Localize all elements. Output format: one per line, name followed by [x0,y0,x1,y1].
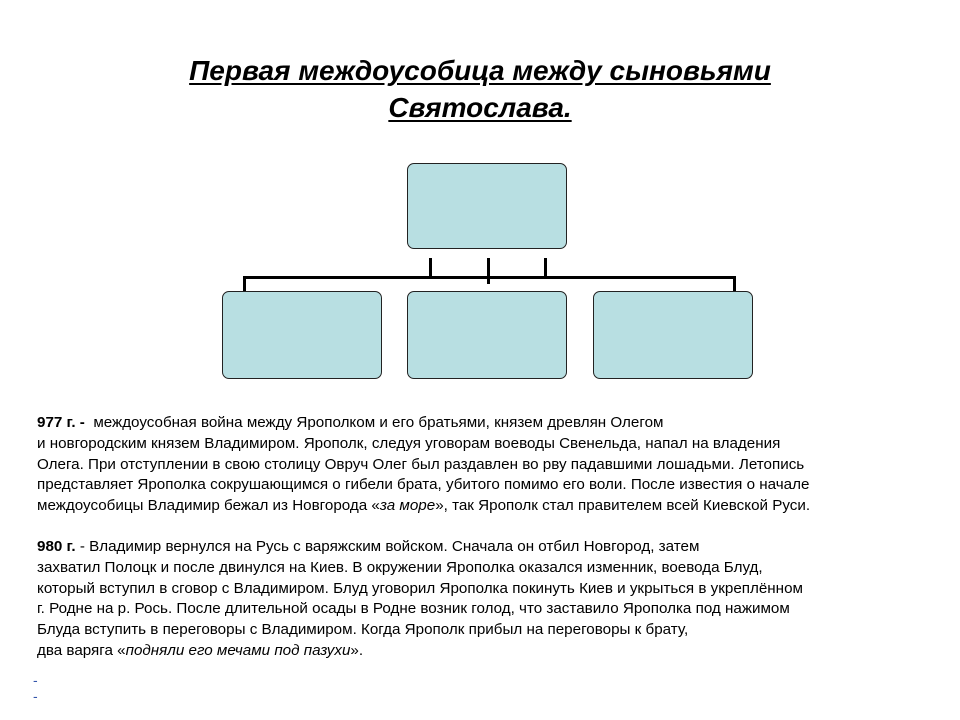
page-title [100,52,860,126]
p2-line-1: - Владимир вернулся на Русь с варяжским войском. Сначала он отбил Новгород, затем [75,538,700,555]
p1-line-4: представляет Ярополка сокрушающимся о гибели брата, убитого помимо его воли. После известия о начале [37,476,810,494]
year-977: 977 г. - [37,414,85,431]
quote-za-more: за море [379,497,436,515]
p1-line-5: междоусобицы Владимир бежал из Новгорода «за море», так Ярополк стал правителем всей Киевской Руси. [37,497,811,515]
p2-line-3: который вступил в сговор с Владимиром. Блуд уговорил Ярополка покинуть Киев и укрыться в укреплённом [37,579,803,597]
p1-line-3: Олега. При отступлении в свою столицу Овруч Олег был раздавлен во рву падавшими лошадьми. Летопись [37,455,805,473]
paragraph-977 [37,413,927,517]
connector-tick-1 [429,258,432,278]
title-line-2: Святослава. [388,92,572,123]
connector-right-drop [733,276,736,291]
bottom-box-center [407,291,567,379]
list-marker-1: - [33,672,38,688]
connector-tick-3 [544,258,547,278]
year-980: 980 г. [37,538,76,555]
bottom-box-left [222,291,382,379]
bottom-box-right [593,291,753,379]
connector-left-drop [243,276,246,291]
paragraph-980 [37,537,927,662]
p1-line-2: и новгородским князем Владимиром. Ярополк, следуя уговорам воеводы Свенельда, напал на владения [37,434,781,452]
title-line-1: Первая междоусобица между сыновьями [189,55,771,86]
quote-mechami: подняли его мечами под пазухи [125,641,351,659]
p2-line-2: захватил Полоцк и после двинулся на Киев. В окружении Ярополка оказался изменник, воевода Блуд, [37,558,763,576]
p2-line-5: Блуда вступить в переговоры с Владимиром. Когда Ярополк прибыл на переговоры к брату, [37,621,689,639]
p1-line-1: междоусобная война между Ярополком и его братьями, князем древлян Олегом [84,414,664,431]
p2-line-4: г. Родне на р. Рось. После длительной осады в Родне возник голод, что заставило Ярополка под нажимом [37,600,790,618]
list-marker-2: - [33,688,38,704]
p2-line-6: два варяга «подняли его мечами под пазухи». [37,641,364,659]
top-box [407,163,567,249]
connector-tick-2 [487,258,490,284]
